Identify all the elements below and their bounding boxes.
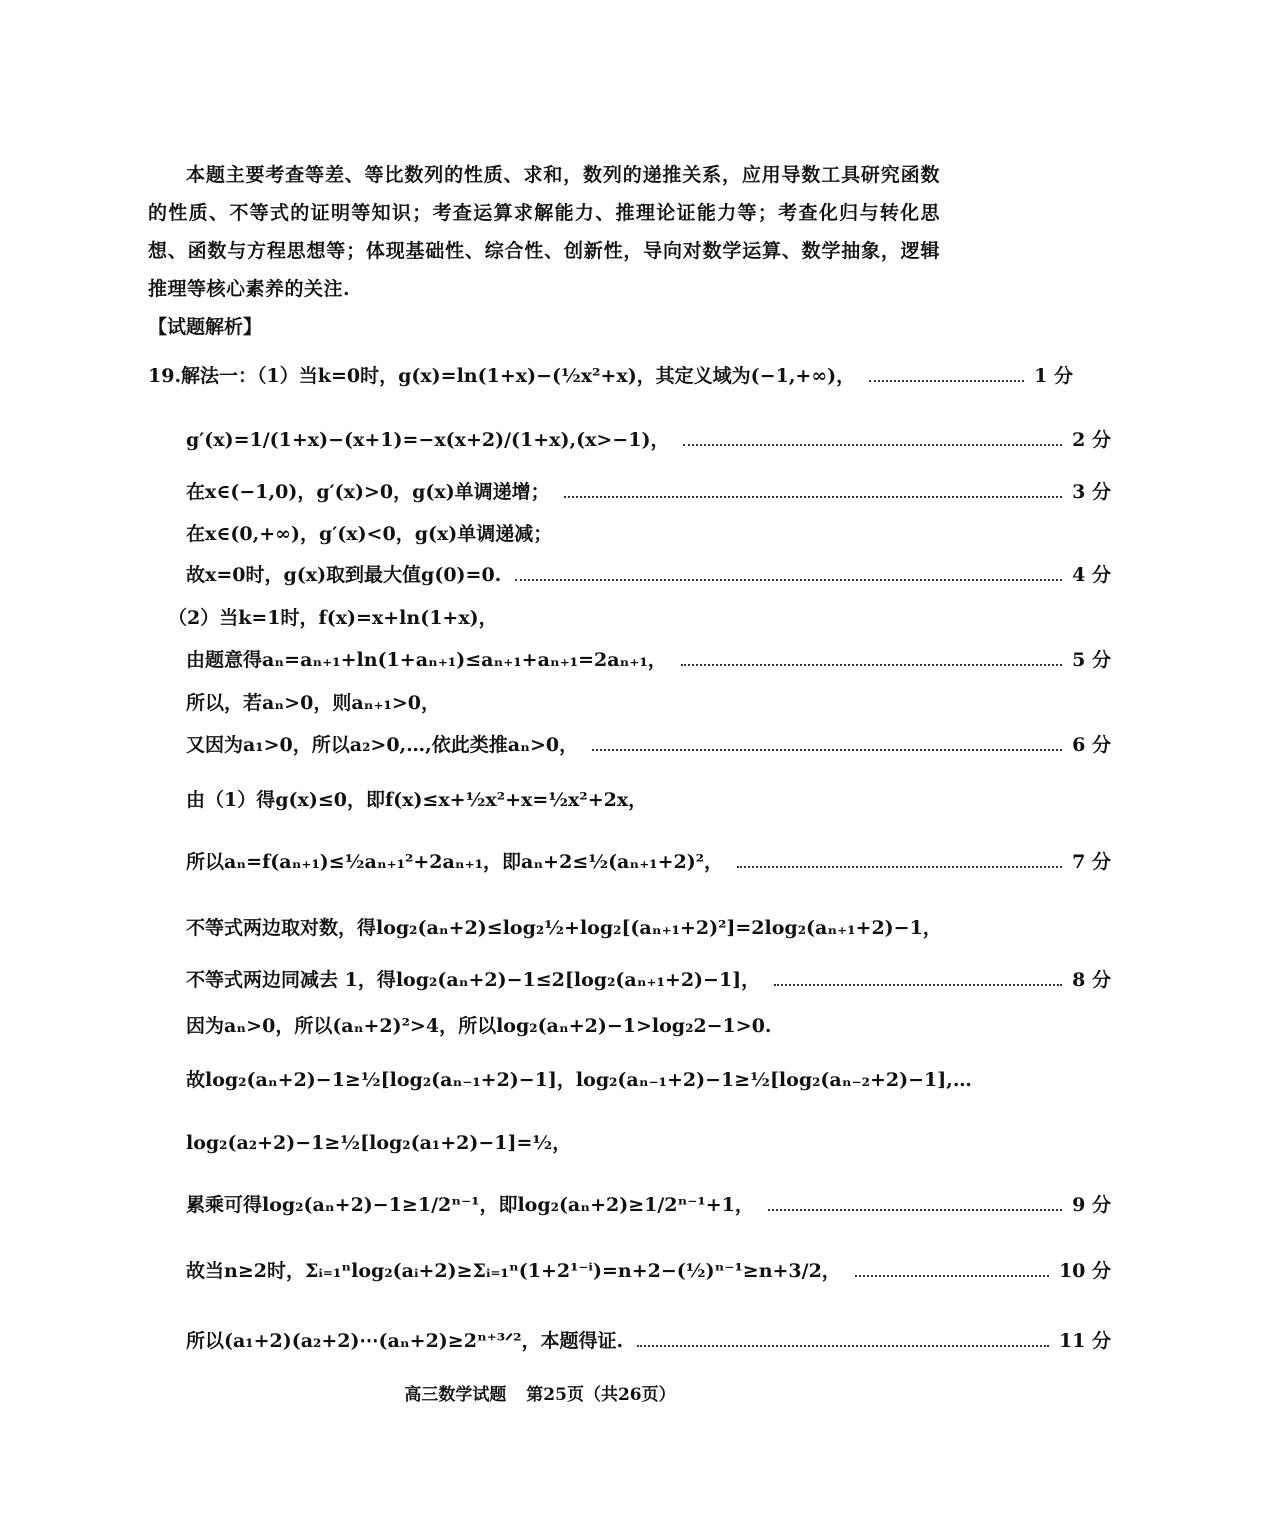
solution-line	[0, 516, 1266, 548]
line-points: 2 分	[1072, 428, 1111, 451]
line-text: 又因为a₁>0，所以a₂>0,…,依此类推aₙ>0，	[186, 733, 579, 756]
leader-dots	[592, 747, 1062, 751]
line-text: 所以(a₁+2)(a₂+2)⋯(aₙ+2)≥2ⁿ⁺³ᐟ²，本题得证.	[186, 1329, 624, 1352]
solution-line	[0, 1253, 1266, 1285]
leader-dots	[681, 662, 1062, 666]
solution-line	[0, 1187, 1266, 1219]
line-text: 故x=0时，g(x)取到最大值g(0)=0.	[186, 563, 502, 586]
line-text: 不等式两边同减去 1，得log₂(aₙ+2)−1≤2[log₂(aₙ₊₁+2)−1]，	[186, 968, 761, 991]
line-text: 19.解法一：（1）当k=0时，g(x)=ln(1+x)−(½x²+x)，其定义域为(−1,+∞)，	[148, 364, 856, 387]
leader-dots	[774, 982, 1062, 986]
solution-line	[0, 600, 1248, 632]
solution-line	[0, 1008, 1266, 1040]
line-points: 11 分	[1058, 1329, 1111, 1352]
line-text: 不等式两边取对数，得log₂(aₙ+2)≤log₂½+log₂[(aₙ₊₁+2)²]=2log₂(aₙ₊₁+2)−1，	[186, 916, 942, 939]
solution-line	[0, 782, 1266, 814]
solution-line	[0, 474, 1266, 506]
solution-line	[0, 422, 1266, 454]
line-text: 所以aₙ=f(aₙ₊₁)≤½aₙ₊₁²+2aₙ₊₁，即aₙ+2≤½(aₙ₊₁+2)²，	[186, 850, 724, 873]
solution-line	[0, 1323, 1266, 1355]
solution-line	[0, 727, 1266, 759]
solution-line	[0, 685, 1266, 717]
line-text: 在x∈(−1,0)，g′(x)>0，g(x)单调递增；	[186, 480, 550, 503]
line-text: 由（1）得g(x)≤0，即f(x)≤x+½x²+x=½x²+2x，	[186, 788, 648, 811]
solution-line	[0, 910, 1266, 942]
line-points: 10 分	[1058, 1259, 1111, 1282]
line-points: 9 分	[1072, 1193, 1111, 1216]
leader-dots	[637, 1343, 1049, 1347]
line-points: 4 分	[1072, 563, 1111, 586]
leader-dots	[855, 1273, 1049, 1277]
line-text: log₂(a₂+2)−1≥½[log₂(a₁+2)−1]=½，	[186, 1131, 572, 1154]
solution-line	[0, 844, 1266, 876]
intro-paragraph: 本题主要考查等差、等比数列的性质、求和，数列的递推关系，应用导数工具研究函数的性质、不等式的证明等知识；考查运算求解能力、推理论证能力等；考查化归与转化思想、函数与方程思想等；体现基础性、综合性、创新性，导向对数学运算、数学抽象，逻辑推理等核心素养的关注.	[148, 164, 940, 300]
leader-dots	[564, 494, 1062, 498]
line-points: 3 分	[1072, 480, 1111, 503]
leader-dots	[683, 442, 1062, 446]
footer-page-number: 第25页（共26页）	[526, 1385, 676, 1405]
line-points: 5 分	[1072, 648, 1111, 671]
leader-dots	[515, 577, 1062, 581]
leader-dots	[768, 1207, 1062, 1211]
line-points: 1 分	[1034, 364, 1073, 387]
line-points: 6 分	[1072, 733, 1111, 756]
footer-title: 高三数学试题	[404, 1385, 507, 1405]
solution-line	[0, 1125, 1266, 1157]
leader-dots	[737, 864, 1062, 868]
page-footer	[0, 1380, 1080, 1405]
line-text: 所以，若aₙ>0，则aₙ₊₁>0，	[186, 691, 440, 714]
solution-line	[0, 557, 1266, 589]
line-text: 在x∈(0,+∞)，g′(x)<0，g(x)单调递减；	[186, 522, 553, 545]
line-text: 故log₂(aₙ+2)−1≥½[log₂(aₙ₋₁+2)−1]，log₂(aₙ₋₁+2)−1≥½[log₂(aₙ₋₂+2)−1],…	[186, 1068, 972, 1091]
line-text: 累乘可得log₂(aₙ+2)−1≥1/2ⁿ⁻¹，即log₂(aₙ+2)≥1/2ⁿ⁻¹+1，	[186, 1193, 754, 1216]
solution-line	[0, 1062, 1266, 1094]
line-text: 由题意得aₙ=aₙ₊₁+ln(1+aₙ₊₁)≤aₙ₊₁+aₙ₊₁=2aₙ₊₁，	[186, 648, 667, 671]
solution-line	[0, 962, 1266, 994]
section-heading: 【试题解析】	[148, 316, 263, 338]
line-text: g′(x)=1/(1+x)−(x+1)=−x(x+2)/(1+x),(x>−1)，	[186, 428, 670, 451]
line-text: 故当n≥2时，Σᵢ₌₁ⁿlog₂(aᵢ+2)≥Σᵢ₌₁ⁿ(1+2¹⁻ⁱ)=n+2−(½)ⁿ⁻¹≥n+3/2，	[186, 1259, 841, 1282]
line-text: （2）当k=1时，f(x)=x+ln(1+x)，	[168, 606, 498, 629]
line-points: 8 分	[1072, 968, 1111, 991]
line-points: 7 分	[1072, 850, 1111, 873]
leader-dots	[869, 378, 1024, 382]
solution-line	[0, 358, 1228, 390]
line-text: 因为aₙ>0，所以(aₙ+2)²>4，所以log₂(aₙ+2)−1>log₂2−1>0.	[186, 1014, 772, 1037]
solution-line	[0, 642, 1266, 674]
